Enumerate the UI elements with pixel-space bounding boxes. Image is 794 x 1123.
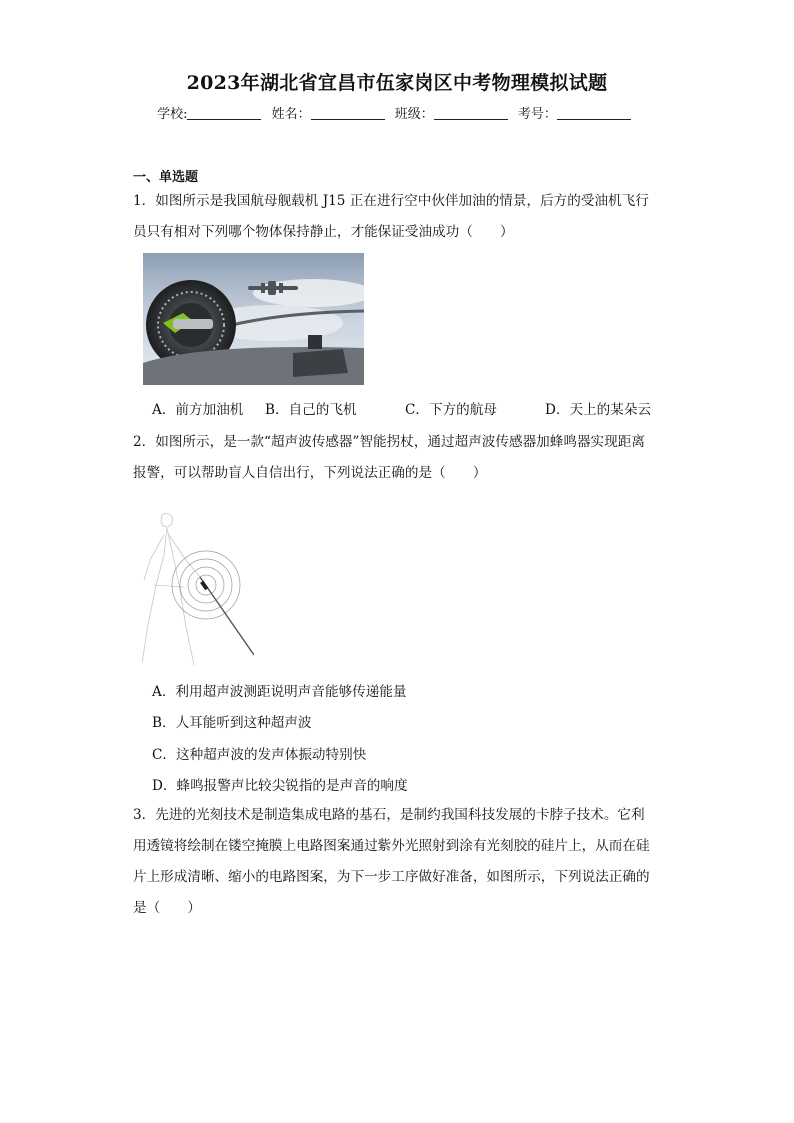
school-label: 学校:	[157, 107, 188, 122]
question-3-line-2: 用透镜将绘制在镂空掩膜上电路图案通过紫外光照射到涂有光刻胶的硅片上，从而在硅	[133, 838, 650, 854]
q1-option-b[interactable]: B．自己的飞机	[265, 402, 357, 418]
name-blank[interactable]	[311, 106, 385, 120]
question-3-line-4: 是（ ）	[133, 900, 201, 916]
q2-option-d[interactable]: D．蜂鸣报警声比较尖锐指的是声音的响度	[152, 778, 408, 794]
question-3-line-3: 片上形成清晰、缩小的电路图案，为下一步工序做好准备，如图所示，下列说法正确的	[133, 869, 650, 885]
refueling-photo	[143, 253, 364, 385]
class-blank[interactable]	[434, 106, 508, 120]
class-label: 班级：	[394, 107, 434, 122]
q1-option-a[interactable]: A．前方加油机	[152, 402, 244, 418]
question-2-line-2: 报警，可以帮助盲人自信出行，下列说法正确的是（ ）	[133, 465, 487, 481]
q2-option-a[interactable]: A．利用超声波测距说明声音能够传递能量	[152, 684, 407, 700]
section-heading: 一、单选题	[133, 170, 199, 185]
question-2-text	[133, 427, 663, 489]
question-1-text	[133, 186, 663, 248]
school-blank[interactable]	[187, 106, 261, 120]
q2-option-c[interactable]: C．这种超声波的发声体振动特别快	[152, 747, 367, 763]
smart-cane-illustration	[134, 505, 254, 670]
question-3-line-1: 3．先进的光刻技术是制造集成电路的基石，是制约我国科技发展的卡脖子技术。它利	[133, 807, 645, 823]
question-1-options	[152, 398, 672, 418]
q2-option-b[interactable]: B．人耳能听到这种超声波	[152, 715, 312, 731]
page-title: 2023年湖北省宜昌市伍家岗区中考物理模拟试题	[186, 72, 608, 94]
q1-option-d[interactable]: D．天上的某朵云	[545, 402, 652, 418]
question-3-text	[133, 800, 663, 924]
exam-number-label: 考号：	[517, 107, 557, 122]
exam-number-blank[interactable]	[557, 106, 631, 120]
student-info-line	[0, 103, 794, 122]
name-label: 姓名：	[271, 107, 311, 122]
question-1-line-1: 1．如图所示是我国航母舰载机 J15 正在进行空中伙伴加油的情景，后方的受油机飞行	[133, 193, 649, 209]
question-1-line-2: 员只有相对下列哪个物体保持静止，才能保证受油成功（ ）	[133, 224, 514, 240]
question-2-line-1: 2．如图所示，是一款“超声波传感器”智能拐杖，通过超声波传感器加蜂鸣器实现距离	[133, 434, 645, 450]
q1-option-c[interactable]: C．下方的航母	[405, 402, 497, 418]
